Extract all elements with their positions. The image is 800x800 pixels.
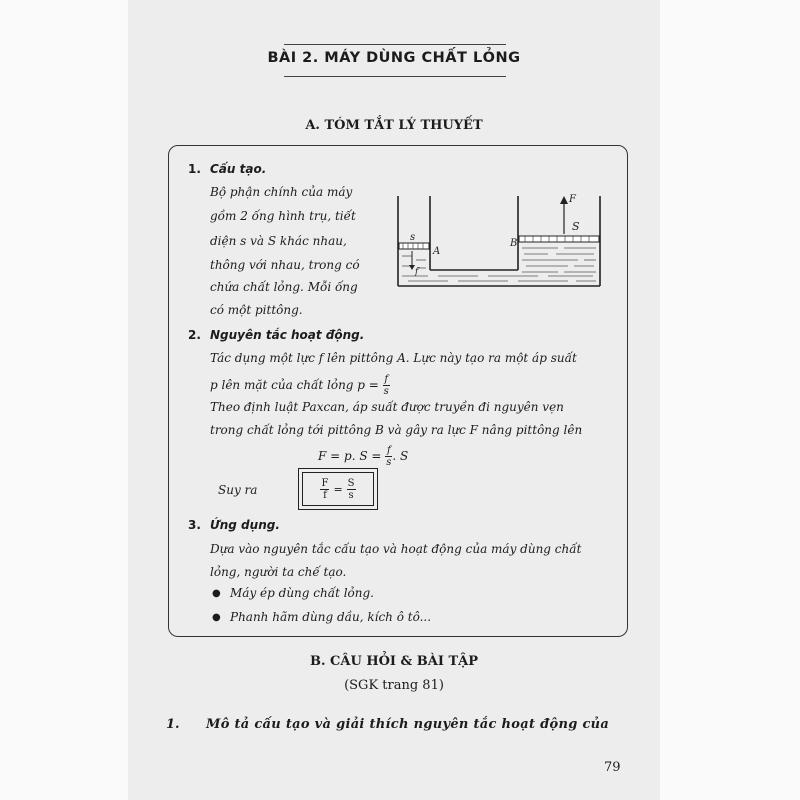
structure-line: gồm 2 ống hình trụ, tiết [210, 209, 356, 223]
piston-a [399, 243, 429, 249]
principle-line-2 [210, 374, 390, 397]
label-piston-b: B [510, 238, 518, 249]
fraction-f-over-s [383, 374, 390, 397]
label-s: s [410, 232, 416, 243]
fraction-numerator: F [321, 477, 329, 489]
bullet-dot: ● [212, 588, 221, 599]
application-bullet-2: Phanh hãm dùng dầu, kích ô tô... [230, 610, 432, 624]
fraction-denominator: s [348, 489, 354, 501]
principle-line-1: Tác dụng một lực f lên pittông A. Lực này tạo ra một áp suất [210, 351, 577, 365]
structure-heading [188, 162, 266, 176]
force-formula-right: . S [392, 449, 409, 463]
label-S: S [572, 220, 580, 233]
principle-number: 2. [188, 328, 201, 342]
structure-number: 1. [188, 162, 201, 176]
page-number: 79 [604, 760, 621, 775]
section-a-title: A. TÓM TẮT LÝ THUYẾT [305, 118, 483, 133]
principle-line-4: trong chất lỏng tới pittông B và gây ra lực F nâng pittông lên [210, 423, 583, 437]
label-force-F: F [569, 194, 576, 205]
fraction-denominator: s [386, 457, 392, 468]
equals-sign: = [333, 482, 343, 496]
structure-heading-text: Cấu tạo. [210, 162, 267, 176]
application-line-2: lỏng, người ta chế tạo. [210, 565, 347, 579]
lesson-title: BÀI 2. MÁY DÙNG CHẤT LỎNG [267, 50, 521, 66]
principle-heading [188, 328, 364, 342]
fraction-numerator: S [347, 477, 355, 489]
fraction-denominator: s [383, 386, 389, 397]
label-force-f: f [415, 267, 419, 277]
background-right [660, 0, 800, 800]
question-number: 1. [166, 717, 180, 732]
fraction-denominator: f [323, 489, 327, 501]
title-rule-bottom [284, 76, 506, 77]
application-line-1: Dựa vào nguyên tắc cấu tạo và hoạt động của máy dùng chất [210, 542, 582, 556]
title-rule-top [284, 44, 506, 45]
piston-b [519, 236, 599, 242]
structure-line: có một pittông. [210, 303, 303, 317]
section-b-subtitle: (SGK trang 81) [344, 678, 444, 693]
principle-line-3: Theo định luật Paxcan, áp suất được truyền đi nguyên vẹn [210, 400, 564, 414]
force-formula-left: F = p. S = [318, 449, 382, 463]
hydraulic-press-diagram [388, 188, 608, 292]
application-heading-text: Ứng dụng. [210, 518, 280, 532]
principle-heading-text: Nguyên tắc hoạt động. [210, 328, 365, 342]
pressure-formula-text: p lên mặt của chất lỏng p = [210, 378, 379, 392]
application-heading [188, 518, 280, 532]
background-left [0, 0, 128, 800]
fraction-numerator: f [384, 374, 389, 385]
structure-line: Bộ phận chính của máy [210, 185, 353, 199]
fraction-numerator: f [386, 445, 391, 456]
structure-line: diện s và S khác nhau, [210, 234, 347, 248]
application-number: 3. [188, 518, 201, 532]
force-formula [318, 445, 408, 468]
liquid [402, 248, 596, 281]
structure-line: thông với nhau, trong có [210, 258, 360, 272]
structure-line: chứa chất lỏng. Mỗi ống [210, 280, 358, 294]
bullet-dot: ● [212, 612, 221, 623]
label-piston-a: A [433, 246, 441, 257]
section-b-title: B. CÂU HỎI & BÀI TẬP [309, 654, 479, 669]
result-box [302, 472, 374, 506]
application-bullet-1: Máy ép dùng chất lỏng. [230, 586, 374, 600]
ratio-S-s [347, 478, 356, 501]
conclusion-label: Suy ra [218, 483, 258, 497]
question-text: Mô tả cấu tạo và giải thích nguyên tắc hoạt động của [206, 717, 610, 732]
book-page [128, 0, 660, 800]
ratio-F-f [320, 478, 329, 501]
